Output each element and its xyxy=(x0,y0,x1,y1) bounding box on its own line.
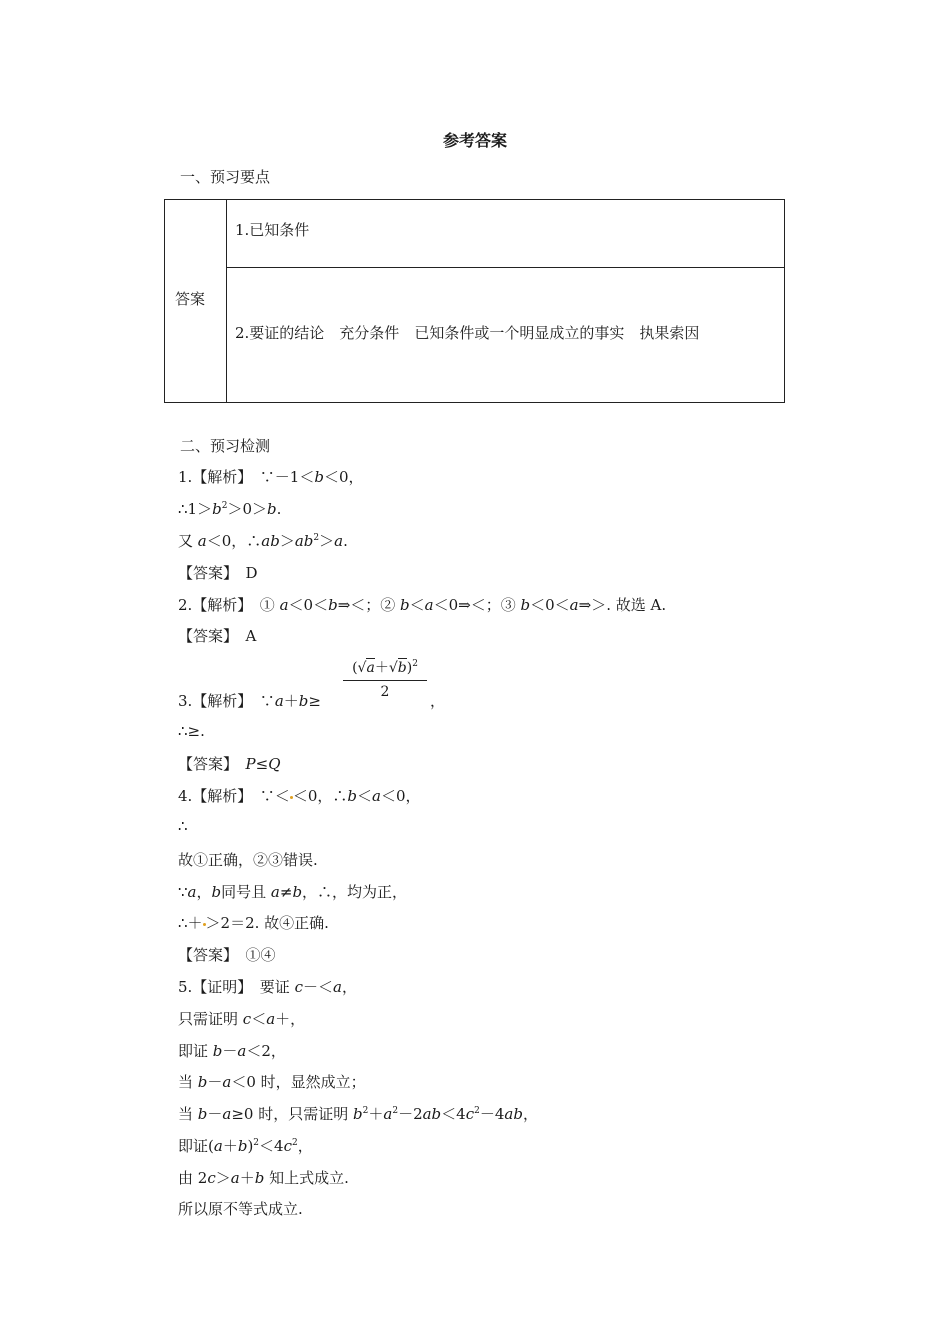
q3-comma: ， xyxy=(430,692,446,710)
q3-analysis-line1: 3.【解析】 ∵a＋b≥ xyxy=(178,692,321,710)
table-divider-vertical xyxy=(226,200,227,402)
q4-analysis-line3: 故①正确，②③错误. xyxy=(178,851,318,869)
q5-proof-line8: 所以原不等式成立. xyxy=(178,1200,303,1218)
q3-analysis-line2: ∴≥. xyxy=(178,722,205,740)
q5-proof-line1: 5.【证明】 要证 c－＜a， xyxy=(178,978,357,996)
q5-proof-line7: 由 2c＞a＋b 知上式成立. xyxy=(178,1169,349,1187)
q4-analysis-line5: ∴＋ ＞2＝2. 故④正确. xyxy=(178,914,329,932)
section-heading-preview-points: 一、预习要点 xyxy=(180,168,271,186)
q2-analysis: 2.【解析】 ① a＜0＜b⇒＜；② b＜a＜0⇒＜；③ b＜0＜a⇒＞. 故选 A. xyxy=(178,596,667,614)
q4-analysis-line2: ∴ xyxy=(178,817,188,835)
q4-analysis-line1: 4.【解析】 ∵＜ ＜0，∴b＜a＜0， xyxy=(178,787,421,805)
q5-proof-line2: 只需证明 c＜a＋， xyxy=(178,1010,306,1028)
q1-analysis-line1: 1.【解析】 ∵－1＜b＜0， xyxy=(178,468,364,486)
q3-fraction xyxy=(343,657,427,700)
section-heading-preview-check: 二、预习检测 xyxy=(180,437,271,455)
table-header-cell: 答案 xyxy=(175,290,206,308)
q3-answer: 【答案】 P≤Q xyxy=(178,755,281,773)
fraction-numerator: $(√a+√b)^2$ xyxy=(343,657,427,681)
answer-table xyxy=(164,199,785,403)
table-divider-horizontal xyxy=(226,267,784,268)
q1-analysis-line3: 又 a＜0，$\therefore ab>ab^2>a$. xyxy=(178,532,348,550)
table-cell-row1: 1.已知条件 xyxy=(235,221,310,239)
q4-analysis-line4: ∵a，b同号且 a≠b，∴，均为正， xyxy=(178,883,408,901)
q1-answer: 【答案】 D xyxy=(178,564,258,582)
q2-answer: 【答案】 A xyxy=(178,627,257,645)
q4-answer: 【答案】 ①④ xyxy=(178,946,276,964)
q5-proof-line4: 当 b－a＜0 时，显然成立； xyxy=(178,1073,366,1091)
q5-proof-line3: 即证 b－a＜2， xyxy=(178,1042,286,1060)
fraction-denominator: 2 xyxy=(380,684,390,700)
q5-proof-line5: 当 b－a≥0 时，只需证明 $b^2+a^2-2ab<4c^2-4ab$， xyxy=(178,1105,538,1123)
q5-proof-line6: 即证$(a+b)^2<4c^2$， xyxy=(178,1137,313,1155)
table-cell-row2: 2.要证的结论 充分条件 已知条件或一个明显成立的事实 执果索因 xyxy=(235,324,700,342)
page-title: 参考答案 xyxy=(442,131,507,150)
q1-analysis-line2: $\therefore 1>b^2>0>b$. xyxy=(178,500,282,518)
